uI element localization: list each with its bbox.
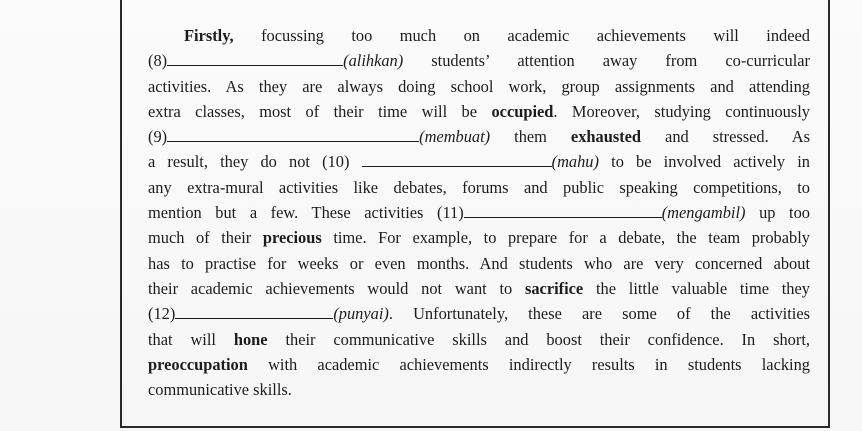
bold-word: precious (262, 228, 322, 248)
hint-8: (alihkan) (343, 51, 404, 71)
hint-9: (membuat) (419, 127, 491, 147)
passage-line-6: a result, they do not (10) (mahu) to be involved actively in (148, 152, 810, 172)
hint-10: (mahu) (551, 152, 599, 172)
answer-blank-10[interactable] (362, 152, 552, 167)
passage-line-11: their academic achievements would not want to sacrifice the little valuable time they (148, 278, 810, 298)
passage-text (148, 23, 810, 402)
question-number-10: a result, they do not (10) (148, 152, 350, 172)
bold-word: exhausted (570, 127, 642, 147)
bold-word: sacrifice (524, 278, 584, 298)
passage-line-1: Firstly, focussing too much on academic achievements will indeed (184, 26, 810, 45)
answer-blank-9[interactable] (167, 127, 419, 142)
passage-line-4: extra classes, most of their time will be occupied. Moreover, studying continuously (148, 101, 810, 121)
passage-line-9: much of their precious time. For example, to prepare for a debate, the team probably (148, 228, 810, 248)
answer-blank-11[interactable] (464, 203, 662, 218)
answer-blank-8[interactable] (167, 51, 343, 66)
answer-blank-12[interactable] (175, 304, 333, 319)
passage-line-12: (12) (punyai). Unfortunately, these are some of the activities (148, 304, 810, 324)
passage-line-3: activities. As they are always doing school work, group assignments and attending (148, 76, 810, 96)
bold-word: preoccupation (148, 354, 248, 374)
passage-line-14: preoccupation with academic achievements indirectly results in students lacking (148, 354, 810, 374)
passage-line-13: that will hone their communicative skills and boost their confidence. In short, (148, 329, 810, 349)
question-number-8: (8) (148, 51, 168, 71)
question-number-12: (12) (148, 304, 176, 324)
passage-line-8: mention but a few. These activities (11) (mengambil) up too (148, 203, 810, 223)
hint-11: (mengambil) (661, 203, 746, 223)
bold-word: occupied (491, 101, 554, 121)
passage-line-7: any extra-mural activities like debates, forums and public speaking competitions, to (148, 177, 810, 197)
bold-word: hone (233, 329, 268, 349)
passage-line-10: has to practise for weeks or even months. And students who are very concerned about (148, 253, 810, 273)
passage-line-2: (8) (alihkan) students’ attention away from co-curricular (148, 51, 810, 71)
hint-12: (punyai) (333, 304, 389, 324)
passage-line-5: (9) (membuat) them exhausted and stressed. As (148, 127, 810, 147)
question-number-11: mention but a few. These activities (11) (148, 203, 464, 223)
question-number-9: (9) (148, 127, 168, 147)
passage-line-15: communicative skills. (148, 380, 292, 400)
opening-word: Firstly, (184, 26, 234, 45)
